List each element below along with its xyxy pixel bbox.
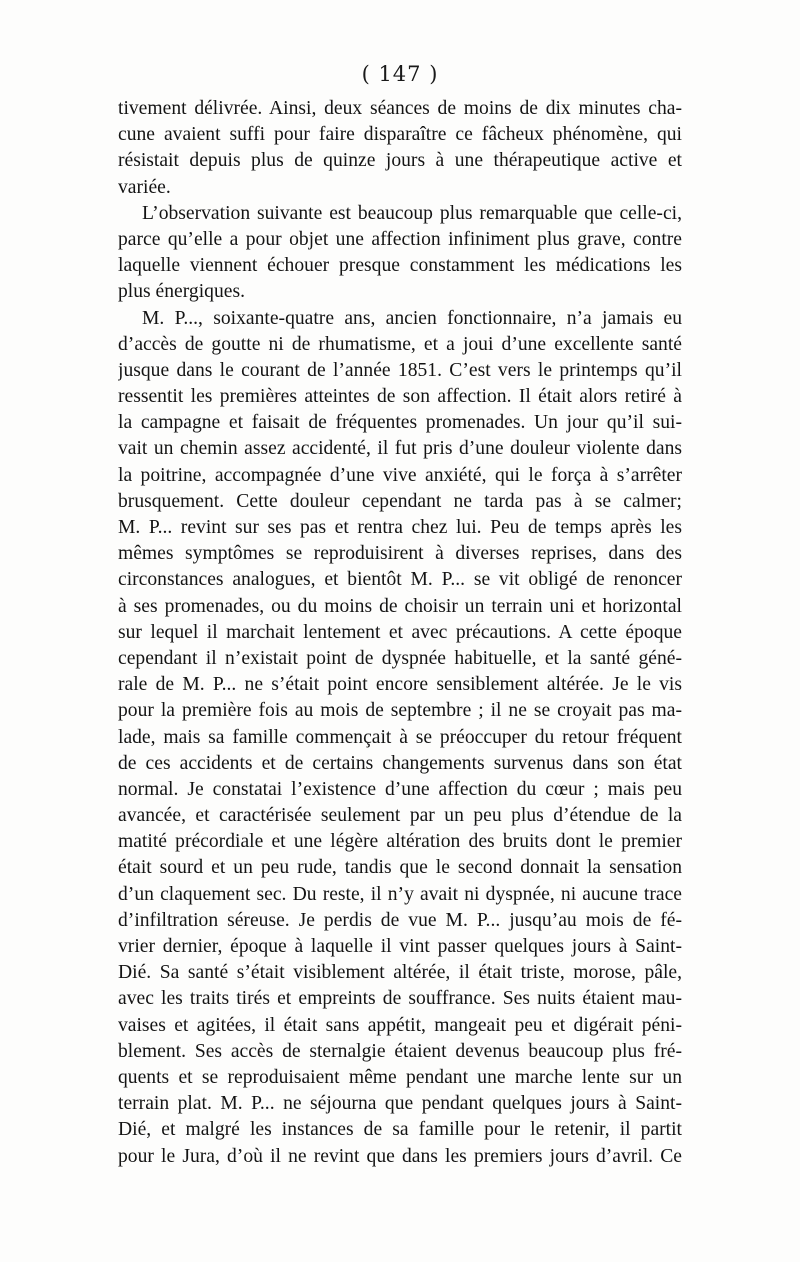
text-line: laquelle viennent échouer presque constamment les médications les xyxy=(118,255,682,277)
text-line: jusque dans le courant de l’année 1851. C’est vers le printemps qu’il xyxy=(118,359,682,381)
text-line: cune avaient suffi pour faire disparaître ce fâcheux phénomène, qui xyxy=(118,124,682,146)
text-line: pour le Jura, d’où il ne revint que dans les premiers jours d’avril. Ce xyxy=(118,1145,682,1167)
text-line: normal. Je constatai l’existence d’une affection du cœur ; mais peu xyxy=(118,778,682,800)
text-line: variée. xyxy=(118,176,171,198)
text-line: lade, mais sa famille commençait à se préoccuper du retour fréquent xyxy=(118,726,682,748)
text-line: mêmes symptômes se reproduisirent à diverses reprises, dans des xyxy=(118,543,682,565)
text-line: M. P... revint sur ses pas et rentra chez lui. Peu de temps après les xyxy=(118,517,682,538)
text-line: la campagne et faisait de fréquentes promenades. Un jour qu’il sui- xyxy=(118,412,682,434)
text-line: brusquement. Cette douleur cependant ne tarda pas à se calmer; xyxy=(118,490,682,512)
text-line: d’accès de goutte ni de rhumatisme, et a joui d’une excellente santé xyxy=(118,333,682,355)
text-line: rale de M. P... ne s’était point encore sensiblement altérée. Je le vis xyxy=(118,674,682,696)
text-line: vrier dernier, époque à laquelle il vint passer quelques jours à Saint- xyxy=(118,936,682,957)
body-text xyxy=(118,96,682,1170)
text-line: résistait depuis plus de quinze jours à une thérapeutique active et xyxy=(118,150,682,172)
text-line: était sourd et un peu rude, tandis que le second donnait la sensation xyxy=(118,857,682,879)
page-number: ( 147 ) xyxy=(361,62,439,86)
text-line: vaises et agitées, il était sans appétit, mangeait peu et digérait péni- xyxy=(118,1014,682,1036)
text-line: la poitrine, accompagnée d’une vive anxiété, qui le força à s’arrêter xyxy=(118,464,682,486)
text-line: d’un claquement sec. Du reste, il n’y avait ni dyspnée, ni aucune trace xyxy=(118,883,682,905)
text-line: ressentit les premières atteintes de son affection. Il était alors retiré à xyxy=(118,386,682,408)
text-line: plus énergiques. xyxy=(118,281,245,303)
text-line: sur lequel il marchait lentement et avec précautions. A cette époque xyxy=(118,621,682,643)
text-line: cependant il n’existait point de dyspnée habituelle, et la santé géné- xyxy=(118,647,682,669)
text-line: L’observation suivante est beaucoup plus remarquable que celle-ci, xyxy=(142,202,682,224)
text-line: terrain plat. M. P... ne séjourna que pendant quelques jours à Saint- xyxy=(118,1093,682,1115)
text-line: Dié, et malgré les instances de sa famille pour le retenir, il partit xyxy=(118,1119,682,1141)
text-line: quents et se reproduisaient même pendant une marche lente sur un xyxy=(118,1066,682,1088)
text-line: d’infiltration séreuse. Je perdis de vue M. P... jusqu’au mois de fé- xyxy=(118,909,682,931)
text-line: parce qu’elle a pour objet une affection infiniment plus grave, contre xyxy=(118,228,682,250)
text-line: avec les traits tirés et empreints de souffrance. Ses nuits étaient mau- xyxy=(118,988,682,1010)
text-line: pour la première fois au mois de septembre ; il ne se croyait pas ma- xyxy=(118,700,682,722)
text-line: vait un chemin assez accidenté, il fut pris d’une douleur violente dans xyxy=(118,438,682,460)
text-line: tivement délivrée. Ainsi, deux séances de moins de dix minutes cha- xyxy=(118,98,682,119)
text-line: M. P..., soixante-quatre ans, ancien fonctionnaire, n’a jamais eu xyxy=(142,307,682,329)
text-line: blement. Ses accès de sternalgie étaient devenus beaucoup plus fré- xyxy=(118,1040,682,1062)
text-line: avancée, et caractérisée seulement par un peu plus d’étendue de la xyxy=(118,805,682,827)
text-line: à ses promenades, ou du moins de choisir un terrain uni et horizontal xyxy=(118,595,682,617)
text-line: Dié. Sa santé s’était visiblement altérée, il était triste, morose, pâle, xyxy=(118,962,682,984)
text-line: circonstances analogues, et bientôt M. P... se vit obligé de renoncer xyxy=(118,569,682,591)
text-line: de ces accidents et de certains changements survenus dans son état xyxy=(118,752,682,774)
text-line: matité précordiale et une légère altération des bruits dont le premier xyxy=(118,831,682,853)
